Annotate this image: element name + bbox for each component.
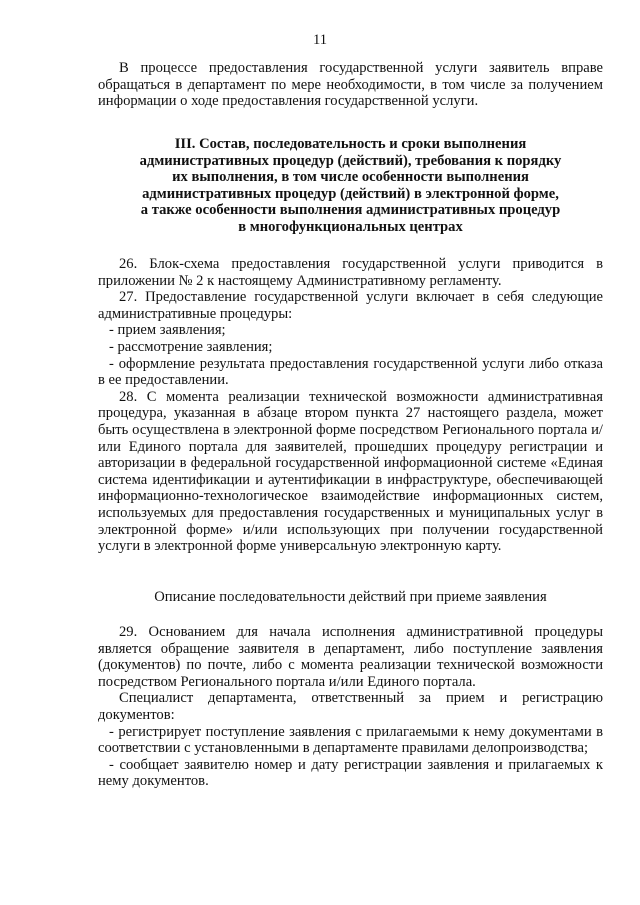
section-title-line: в многофункциональных центрах [238, 218, 463, 235]
paragraph-26: 26. Блок-схема предоставления государственной услуги приводится в приложении № 2 к настоящему Административному регламенту. [98, 256, 603, 289]
list-item: - сообщает заявителю номер и дату регистрации заявления и прилагаемых к нему документов. [98, 756, 603, 790]
section-title-line: административных процедур (действий) в электронной форме, [142, 185, 559, 202]
section-title-line: III. Состав, последовательность и сроки выполнения [174, 136, 527, 152]
procedures-block [98, 256, 603, 555]
list-item: - прием заявления; [109, 322, 226, 339]
reception-block [98, 624, 603, 790]
section-title-line: административных процедур (действий), требования к порядку [139, 152, 562, 169]
specialist-paragraph: Специалист департамента, ответственный за прием и регистрацию документов: [98, 690, 603, 723]
intro-paragraph: В процессе предоставления государственной услуги заявитель вправе обращаться в департамент по мере необходимости, в том числе за получением информации о ходе предоставления государственной услуги. [98, 60, 603, 110]
paragraph-28: 28. С момента реализации технической возможности административная процедура, указанная в абзаце втором пункта 27 настоящего раздела, может быть осуществлена в электронной форме посредством Регионального портала и/или Единого портала для заявителей, прошедших процедуру регистрации и авторизации в федеральной государственной информационной системе «Единая система идентификации и аутентификации в инфраструктуре, обеспечивающей информационно-технологическое взаимодействие информационных систем, используемых для предоставления государственных и муниципальных услуг в электронной форме» и/или использующих при получении государственной услуги в электронной форме универсальную электронную карту. [98, 388, 603, 555]
intro-block [98, 60, 603, 110]
list-item: - рассмотрение заявления; [109, 338, 273, 355]
list-item: - оформление результата предоставления государственной услуги либо отказа в ее предоставлении. [98, 355, 603, 389]
paragraph-27: 27. Предоставление государственной услуги включает в себя следующие административные процедуры: [98, 289, 603, 322]
page-number: 11 [312, 32, 328, 48]
section-title-line: их выполнения, в том числе особенности выполнения [172, 169, 529, 186]
paragraph-29: 29. Основанием для начала исполнения административной процедуры является обращение заявителя в департамент, либо поступление заявления (документов) по почте, либо с момента реализации технической возможности посредством Регионального портала и/или Единого портала. [98, 624, 603, 690]
list-item: - регистрирует поступление заявления с прилагаемыми к нему документами в соответствии с установленными в департаменте правилами делопроизводства; [98, 723, 603, 757]
subheading: Описание последовательности действий при приеме заявления [154, 589, 547, 605]
section-title [98, 136, 603, 236]
section-title-line: а также особенности выполнения административных процедур [140, 202, 561, 219]
